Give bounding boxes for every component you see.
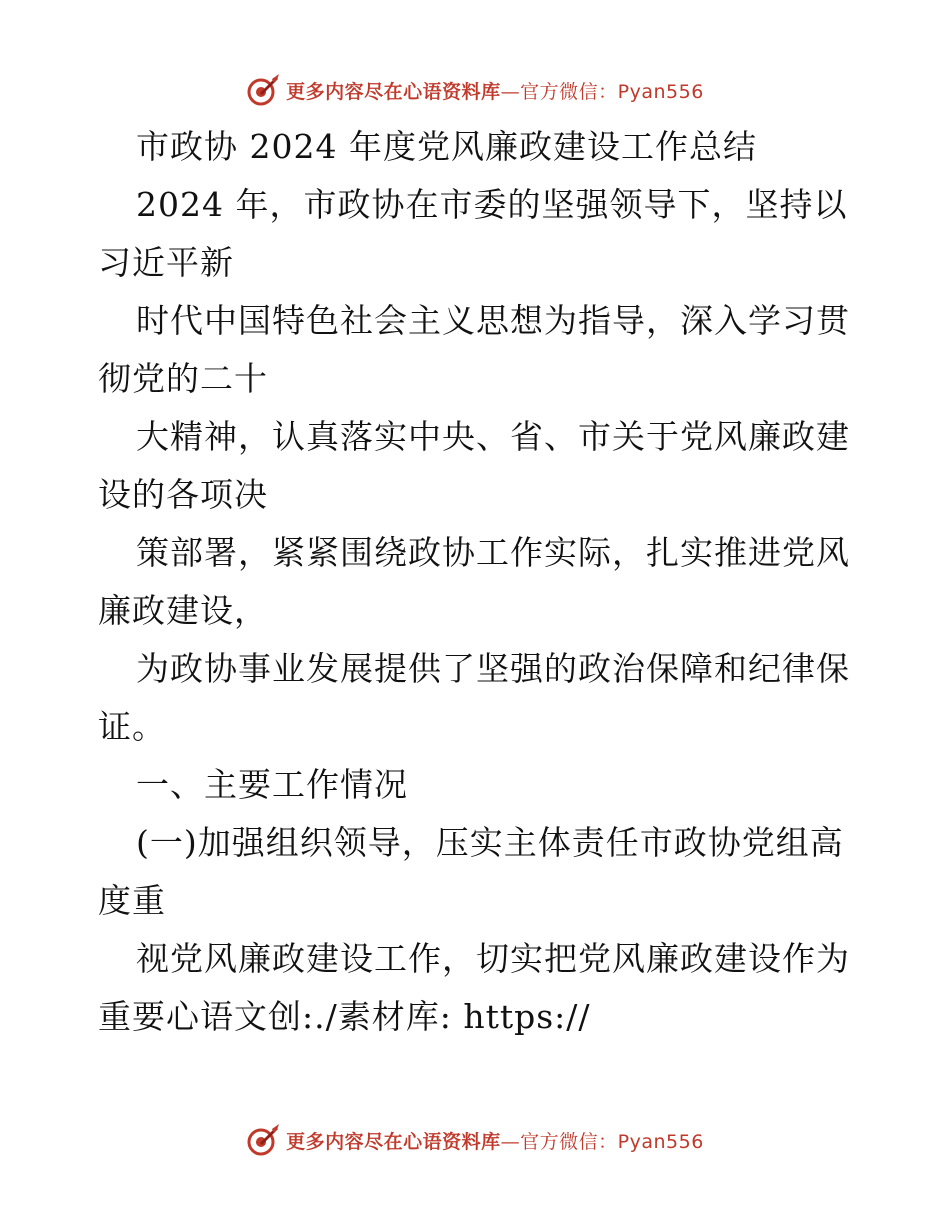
doc-line: 习近平新 bbox=[98, 243, 234, 282]
quill-logo-icon bbox=[246, 1123, 280, 1157]
quill-logo-icon bbox=[246, 73, 280, 107]
doc-title: 市政协 2024 年度党风廉政建设工作总结 bbox=[136, 127, 757, 166]
watermark-main: 更多内容尽在心语资料库 bbox=[286, 1130, 501, 1153]
doc-line: 设的各项决 bbox=[98, 475, 268, 514]
doc-line: 策部署，紧紧围绕政协工作实际，扎实推进党风 bbox=[136, 533, 850, 572]
watermark-main: 更多内容尽在心语资料库 bbox=[286, 80, 501, 103]
subsection-heading: (一)加强组织领导，压实主体责任市政协党组高 bbox=[136, 823, 844, 862]
watermark-separator: — bbox=[500, 1130, 521, 1153]
watermark-separator: — bbox=[500, 80, 521, 103]
watermark-wechat: 官方微信：Pyan556 bbox=[520, 80, 704, 103]
doc-line: 为政协事业发展提供了坚强的政治保障和纪律保 bbox=[136, 649, 850, 688]
doc-line: 度重 bbox=[98, 881, 166, 920]
doc-line: 重要心语文创:./素材库: https:// bbox=[98, 997, 591, 1036]
footer-watermark bbox=[0, 1120, 950, 1160]
doc-line: 时代中国特色社会主义思想为指导，深入学习贯 bbox=[136, 301, 850, 340]
watermark-wechat: 官方微信：Pyan556 bbox=[520, 1130, 704, 1153]
doc-line: 彻党的二十 bbox=[98, 359, 268, 398]
doc-line: 大精神，认真落实中央、省、市关于党风廉政建 bbox=[136, 417, 850, 456]
document-body bbox=[98, 118, 858, 1046]
doc-line: 证。 bbox=[98, 707, 166, 746]
section-heading: 一、主要工作情况 bbox=[136, 765, 408, 804]
doc-line: 视党风廉政建设工作，切实把党风廉政建设作为 bbox=[136, 939, 850, 978]
header-watermark bbox=[0, 70, 950, 110]
doc-line: 2024 年，市政协在市委的坚强领导下，坚持以 bbox=[136, 185, 848, 224]
watermark-text bbox=[286, 1127, 704, 1154]
watermark-text bbox=[286, 77, 704, 104]
doc-line: 廉政建设， bbox=[98, 591, 268, 630]
